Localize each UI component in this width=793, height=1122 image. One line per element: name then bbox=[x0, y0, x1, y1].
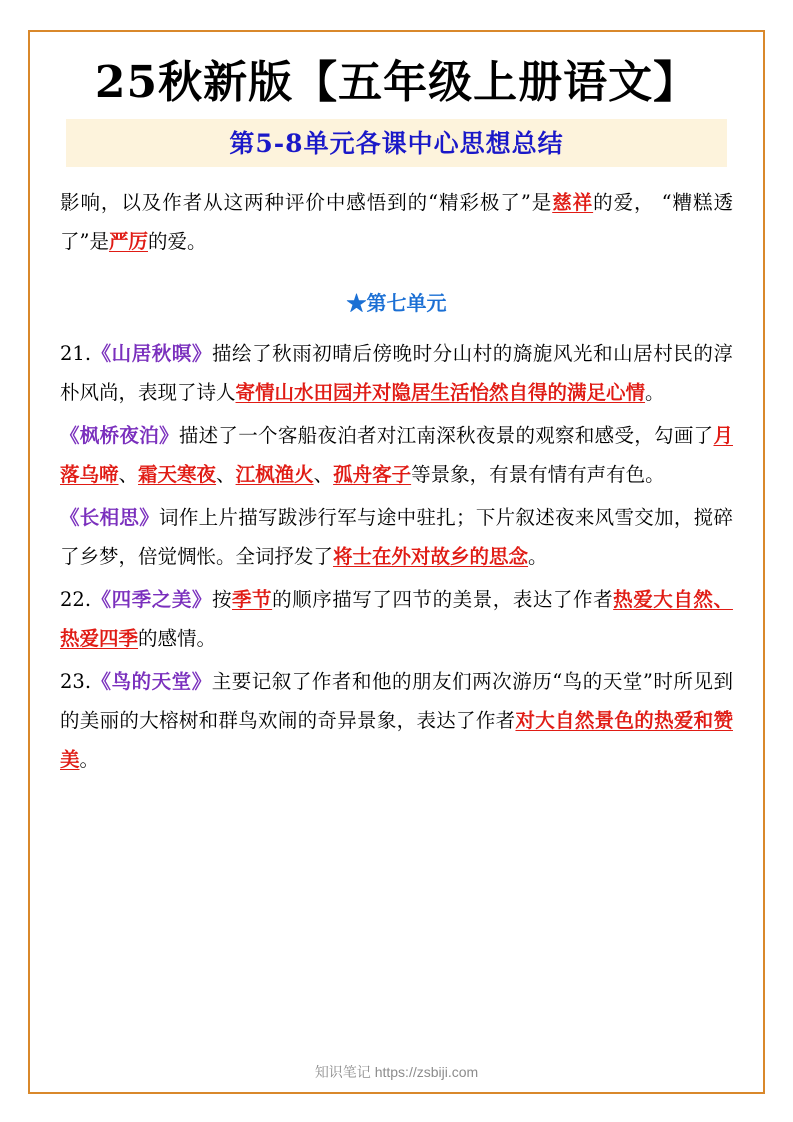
paragraph-item-22 bbox=[60, 416, 733, 494]
paragraph-item-21 bbox=[60, 334, 733, 412]
intro-highlight-1: 慈祥 bbox=[552, 190, 594, 214]
item-23-highlight: 将士在外对故乡的思念 bbox=[333, 544, 529, 568]
item-25-tail: 。 bbox=[79, 747, 100, 771]
page-title: 25秋新版【五年级上册语文】 bbox=[94, 57, 699, 108]
item-24-book-title: 《四季之美》 bbox=[91, 587, 212, 611]
item-23-text: 词作上片描写跋涉行军与途中驻扎；下片叙述夜来风雪交加，搅碎了乡梦，倍觉惆怅。全词抒发了 bbox=[60, 505, 733, 568]
item-23-book-title: 《长相思》 bbox=[60, 505, 160, 529]
intro-text-2-tail: 的爱。 bbox=[148, 229, 207, 253]
item-23-tail: 。 bbox=[528, 544, 548, 568]
item-22-sep-3: 、 bbox=[313, 462, 334, 486]
item-22-book-title: 《枫桥夜泊》 bbox=[60, 423, 179, 447]
item-24-number: 22. bbox=[60, 587, 92, 611]
item-25-text: 主要记叙了作者和他的朋友们两次游历“鸟的天堂”时所见到的美丽的大榕树和群鸟欢闹的奇异景象，表达了作者 bbox=[60, 669, 733, 732]
intro-text-1: 影响，以及作者从这两种评价中感悟到的“精彩极了”是 bbox=[60, 190, 553, 214]
item-22-highlight-4: 孤舟客子 bbox=[333, 462, 412, 486]
paragraph-item-23 bbox=[60, 498, 733, 576]
item-22-highlight-1: 月落乌啼 bbox=[60, 423, 733, 486]
subtitle-banner bbox=[66, 119, 727, 167]
item-22-sep-1: 、 bbox=[118, 462, 139, 486]
item-21-number: 21. bbox=[60, 341, 92, 365]
item-22-tail: 等景象，有景有情有声有色。 bbox=[411, 462, 665, 486]
item-22-highlight-3: 江枫渔火 bbox=[235, 462, 314, 486]
item-24-text-1: 按 bbox=[211, 587, 232, 611]
paragraph-item-24 bbox=[60, 580, 733, 658]
item-22-sep-2: 、 bbox=[216, 462, 236, 486]
section-heading-unit-7: ★第七单元 bbox=[346, 290, 447, 315]
item-22-highlight-2: 霜天寒夜 bbox=[138, 462, 217, 486]
item-21-text: 描绘了秋雨初晴后傍晚时分山村的旖旎风光和山居村民的淳朴风尚，表现了诗人 bbox=[60, 341, 733, 404]
paragraph-intro-line1 bbox=[60, 183, 733, 261]
item-25-number: 23. bbox=[60, 669, 92, 693]
intro-text-1-tail: 的爱， bbox=[593, 190, 655, 214]
item-24-highlight-1: 季节 bbox=[232, 587, 273, 611]
document-content bbox=[26, 28, 767, 779]
footer-watermark: 知识笔记 https://zsbiji.com bbox=[314, 1064, 479, 1080]
item-21-tail: 。 bbox=[645, 380, 665, 404]
item-22-text: 描述了一个客船夜泊者对江南深秋夜景的观察和感受，勾画了 bbox=[178, 423, 714, 447]
intro-text-2: “糟糕透了”是 bbox=[60, 190, 733, 253]
item-25-book-title: 《鸟的天堂》 bbox=[91, 669, 212, 693]
item-24-text-2: 的顺序描写了四节的美景，表达了作者 bbox=[272, 587, 614, 611]
item-24-tail: 的感情。 bbox=[138, 626, 217, 650]
item-21-highlight: 寄情山水田园并对隐居生活怡然自得的满足心情 bbox=[235, 380, 646, 404]
intro-highlight-2: 严厉 bbox=[108, 229, 148, 253]
paragraph-item-25 bbox=[60, 662, 733, 779]
subtitle-text: 第5-8单元各课中心思想总结 bbox=[229, 128, 564, 158]
item-24-highlight-2: 热爱大自然、热爱四季 bbox=[60, 587, 733, 650]
item-25-highlight: 对大自然景色的热爱和赞美 bbox=[60, 708, 733, 771]
item-21-book-title: 《山居秋暝》 bbox=[91, 341, 212, 365]
